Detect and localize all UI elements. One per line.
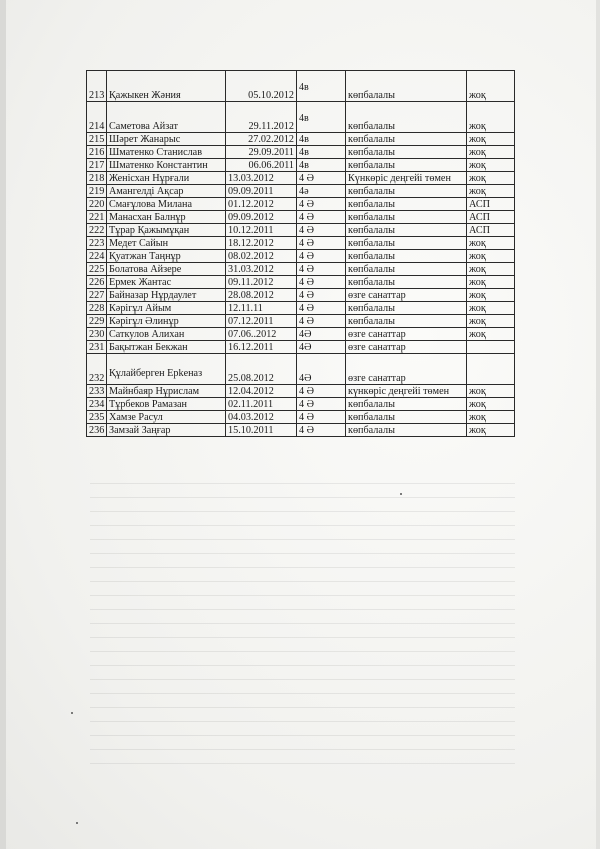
scan-speck <box>71 712 73 714</box>
student-name: Қуатжан Таңнұр <box>107 250 226 263</box>
row-number: 220 <box>87 198 107 211</box>
class-label: 4в <box>297 71 346 102</box>
scan-speck <box>76 822 78 824</box>
birth-date: 16.12.2011 <box>226 341 297 354</box>
family-category: көпбалалы <box>346 146 467 159</box>
student-name: Құлайберген Ерkеназ <box>107 354 226 385</box>
student-name: Медет Сайын <box>107 237 226 250</box>
aid-status: жоқ <box>467 385 515 398</box>
row-number: 229 <box>87 315 107 328</box>
table-row <box>87 302 515 315</box>
row-number: 233 <box>87 385 107 398</box>
student-name: Кәрігұл Айым <box>107 302 226 315</box>
row-number: 235 <box>87 411 107 424</box>
table-row <box>87 315 515 328</box>
class-label: 4 Ә <box>297 211 346 224</box>
table-row <box>87 71 515 102</box>
birth-date: 07.06..2012 <box>226 328 297 341</box>
birth-date: 02.11.2011 <box>226 398 297 411</box>
birth-date: 27.02.2012 <box>226 133 297 146</box>
student-name: Байназар Нұрдаулет <box>107 289 226 302</box>
family-category: Күнкөріс деңгейі төмен <box>346 172 467 185</box>
class-label: 4в <box>297 146 346 159</box>
row-number: 217 <box>87 159 107 172</box>
roster-body <box>87 71 515 437</box>
class-label: 4 Ә <box>297 276 346 289</box>
class-label: 4 Ә <box>297 315 346 328</box>
family-category: өзге санаттар <box>346 341 467 354</box>
row-number: 222 <box>87 224 107 237</box>
birth-date: 25.08.2012 <box>226 354 297 385</box>
class-label: 4 Ә <box>297 263 346 276</box>
aid-status: АСП <box>467 211 515 224</box>
table-row <box>87 211 515 224</box>
table-row <box>87 354 515 385</box>
row-number: 232 <box>87 354 107 385</box>
table-row <box>87 289 515 302</box>
class-label: 4 Ә <box>297 237 346 250</box>
table-row <box>87 159 515 172</box>
table-row <box>87 146 515 159</box>
table-row <box>87 102 515 133</box>
table-row <box>87 263 515 276</box>
row-number: 225 <box>87 263 107 276</box>
aid-status: жоқ <box>467 276 515 289</box>
family-category: көпбалалы <box>346 71 467 102</box>
family-category: көпбалалы <box>346 237 467 250</box>
family-category: көпбалалы <box>346 133 467 146</box>
row-number: 234 <box>87 398 107 411</box>
family-category: өзге санаттар <box>346 328 467 341</box>
class-label: 4Ә <box>297 354 346 385</box>
class-label: 4 Ә <box>297 411 346 424</box>
class-label: 4 Ә <box>297 302 346 315</box>
aid-status <box>467 341 515 354</box>
row-number: 236 <box>87 424 107 437</box>
birth-date: 04.03.2012 <box>226 411 297 424</box>
aid-status: жоқ <box>467 398 515 411</box>
birth-date: 18.12.2012 <box>226 237 297 250</box>
student-name: Майнбаяр Нұрислам <box>107 385 226 398</box>
student-name: Шматенко Станислав <box>107 146 226 159</box>
family-category: көпбалалы <box>346 185 467 198</box>
row-number: 226 <box>87 276 107 289</box>
class-label: 4 Ә <box>297 398 346 411</box>
aid-status: жоқ <box>467 237 515 250</box>
family-category: күнкөріс деңгейі төмен <box>346 385 467 398</box>
table-row <box>87 424 515 437</box>
birth-date: 28.08.2012 <box>226 289 297 302</box>
table-row <box>87 328 515 341</box>
birth-date: 08.02.2012 <box>226 250 297 263</box>
family-category: көпбалалы <box>346 315 467 328</box>
class-label: 4в <box>297 102 346 133</box>
family-category: көпбалалы <box>346 159 467 172</box>
aid-status: жоқ <box>467 172 515 185</box>
table-row <box>87 398 515 411</box>
class-label: 4 Ә <box>297 172 346 185</box>
table-row <box>87 237 515 250</box>
row-number: 214 <box>87 102 107 133</box>
table-row <box>87 172 515 185</box>
table-row <box>87 185 515 198</box>
table-row <box>87 224 515 237</box>
aid-status: жоқ <box>467 250 515 263</box>
family-category: өзге санаттар <box>346 354 467 385</box>
table-row <box>87 341 515 354</box>
table-row <box>87 276 515 289</box>
student-name: Бақытжан Бекжан <box>107 341 226 354</box>
family-category: көпбалалы <box>346 276 467 289</box>
birth-date: 31.03.2012 <box>226 263 297 276</box>
family-category: көпбалалы <box>346 424 467 437</box>
aid-status: жоқ <box>467 159 515 172</box>
student-roster-table <box>86 70 515 437</box>
row-number: 224 <box>87 250 107 263</box>
birth-date: 09.09.2011 <box>226 185 297 198</box>
student-name: Саткулов Алихан <box>107 328 226 341</box>
student-name: Замзай Заңғар <box>107 424 226 437</box>
aid-status: жоқ <box>467 328 515 341</box>
birth-date: 12.04.2012 <box>226 385 297 398</box>
table-row <box>87 250 515 263</box>
row-number: 228 <box>87 302 107 315</box>
family-category: өзге санаттар <box>346 289 467 302</box>
aid-status: жоқ <box>467 315 515 328</box>
row-number: 215 <box>87 133 107 146</box>
student-name: Амангелді Ақсар <box>107 185 226 198</box>
bleed-through-table <box>90 470 515 770</box>
row-number: 223 <box>87 237 107 250</box>
birth-date: 09.11.2012 <box>226 276 297 289</box>
table-row <box>87 385 515 398</box>
page-shadow-right <box>596 0 600 849</box>
aid-status: жоқ <box>467 424 515 437</box>
student-name: Саметова Айзат <box>107 102 226 133</box>
family-category: көпбалалы <box>346 398 467 411</box>
aid-status: жоқ <box>467 102 515 133</box>
aid-status: жоқ <box>467 289 515 302</box>
family-category: көпбалалы <box>346 302 467 315</box>
row-number: 231 <box>87 341 107 354</box>
class-label: 4 Ә <box>297 424 346 437</box>
row-number: 219 <box>87 185 107 198</box>
class-label: 4Ә <box>297 341 346 354</box>
aid-status: АСП <box>467 198 515 211</box>
student-name: Шәрет Жанарыс <box>107 133 226 146</box>
row-number: 230 <box>87 328 107 341</box>
row-number: 221 <box>87 211 107 224</box>
page-shadow-left <box>0 0 6 849</box>
class-label: 4в <box>297 159 346 172</box>
table-row <box>87 133 515 146</box>
aid-status: жоқ <box>467 185 515 198</box>
scan-speck <box>400 493 402 495</box>
birth-date: 05.10.2012 <box>226 71 297 102</box>
student-name: Қажыкен Жәния <box>107 71 226 102</box>
birth-date: 09.09.2012 <box>226 211 297 224</box>
student-name: Смағұлова Милана <box>107 198 226 211</box>
class-label: 4 Ә <box>297 198 346 211</box>
class-label: 4в <box>297 133 346 146</box>
birth-date: 29.09.2011 <box>226 146 297 159</box>
family-category: көпбалалы <box>346 198 467 211</box>
aid-status: жоқ <box>467 411 515 424</box>
table-row <box>87 198 515 211</box>
aid-status: АСП <box>467 224 515 237</box>
family-category: көпбалалы <box>346 250 467 263</box>
family-category: көпбалалы <box>346 411 467 424</box>
birth-date: 13.03.2012 <box>226 172 297 185</box>
family-category: көпбалалы <box>346 224 467 237</box>
class-label: 4 Ә <box>297 385 346 398</box>
aid-status: жоқ <box>467 263 515 276</box>
student-name: Манасхан Балнұр <box>107 211 226 224</box>
student-name: Тұрар Қажымұқан <box>107 224 226 237</box>
class-label: 4ә <box>297 185 346 198</box>
birth-date: 15.10.2011 <box>226 424 297 437</box>
class-label: 4Ә <box>297 328 346 341</box>
birth-date: 07.12.2011 <box>226 315 297 328</box>
aid-status <box>467 354 515 385</box>
row-number: 213 <box>87 71 107 102</box>
row-number: 218 <box>87 172 107 185</box>
class-label: 4 Ә <box>297 224 346 237</box>
student-name: Ермек Жантас <box>107 276 226 289</box>
family-category: көпбалалы <box>346 211 467 224</box>
student-name: Шматенко Константин <box>107 159 226 172</box>
row-number: 216 <box>87 146 107 159</box>
aid-status: жоқ <box>467 146 515 159</box>
birth-date: 01.12.2012 <box>226 198 297 211</box>
aid-status: жоқ <box>467 133 515 146</box>
student-name: Болатова Айзере <box>107 263 226 276</box>
aid-status: жоқ <box>467 302 515 315</box>
class-label: 4 Ә <box>297 250 346 263</box>
birth-date: 06.06.2011 <box>226 159 297 172</box>
birth-date: 12.11.11 <box>226 302 297 315</box>
row-number: 227 <box>87 289 107 302</box>
class-label: 4 Ә <box>297 289 346 302</box>
family-category: көпбалалы <box>346 102 467 133</box>
birth-date: 10.12.2011 <box>226 224 297 237</box>
student-name: Тұрбеков Рамазан <box>107 398 226 411</box>
student-name: Хамзе Расул <box>107 411 226 424</box>
table-row <box>87 411 515 424</box>
student-name: Кәрігұл Әлинұр <box>107 315 226 328</box>
student-name: Женісхан Нұрғали <box>107 172 226 185</box>
aid-status: жоқ <box>467 71 515 102</box>
birth-date: 29.11.2012 <box>226 102 297 133</box>
family-category: көпбалалы <box>346 263 467 276</box>
